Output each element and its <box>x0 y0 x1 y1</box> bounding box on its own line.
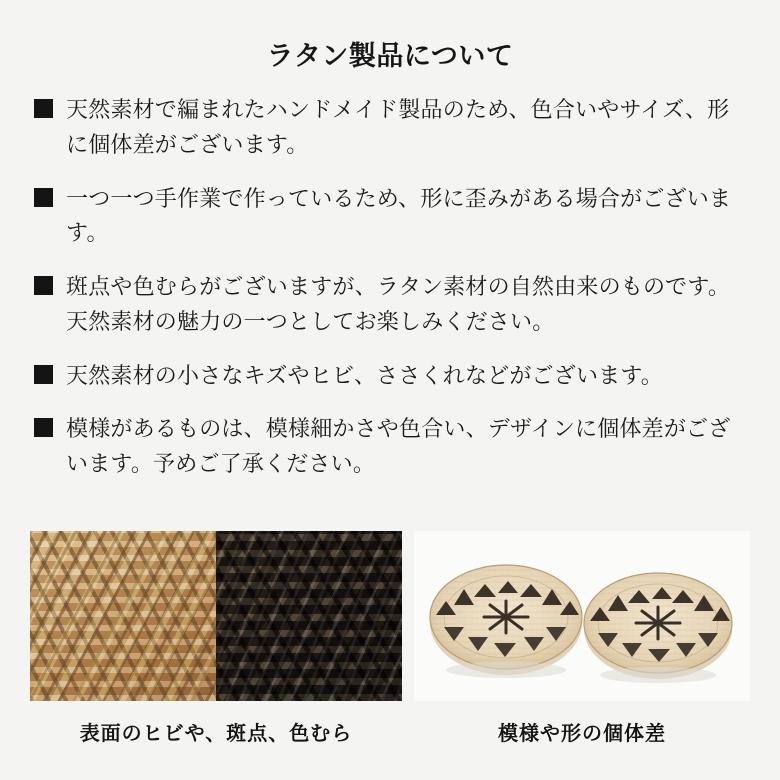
photo-caption: 表面のヒビや、斑点、色むら <box>79 723 353 745</box>
list-item-text: 天然素材の小さなキズやヒビ、ささくれなどがございます。 <box>66 362 663 388</box>
list-item-text: 斑点や色むらがございますが、ラタン素材の自然由来のものです。天然素材の魅力の一つとしてお楽しみください。 <box>66 274 731 334</box>
dark-rattan-weave-photo <box>216 531 402 701</box>
photo-section <box>0 531 780 746</box>
list-item <box>34 270 746 340</box>
list-item-text: 模様があるものは、模様細かさや色合い、デザインに個体差がございます。予めご了承ください。 <box>66 416 731 476</box>
square-bullet-icon <box>34 418 53 437</box>
photo-pair <box>30 531 402 701</box>
square-bullet-icon <box>34 188 53 207</box>
photo-caption: 模様や形の個体差 <box>498 723 666 745</box>
light-rattan-weave-photo <box>30 531 216 701</box>
list-item <box>34 359 746 394</box>
page-title: ラタン製品について <box>266 41 514 71</box>
square-bullet-icon <box>34 276 53 295</box>
square-bullet-icon <box>34 365 53 384</box>
square-bullet-icon <box>34 99 53 118</box>
photo-block-texture <box>30 531 402 746</box>
list-item <box>34 93 746 163</box>
photo-block-baskets <box>414 531 750 746</box>
list-item <box>34 412 746 482</box>
list-item-text: 天然素材で編まれたハンドメイド製品のため、色合いやサイズ、形に個体差がございます。 <box>66 97 730 157</box>
patterned-rattan-baskets-photo <box>414 531 750 701</box>
notes-list <box>0 79 780 482</box>
list-item-text: 一つ一つ手作業で作っているため、形に歪みがある場合がございます。 <box>66 185 732 246</box>
list-item <box>34 182 746 252</box>
